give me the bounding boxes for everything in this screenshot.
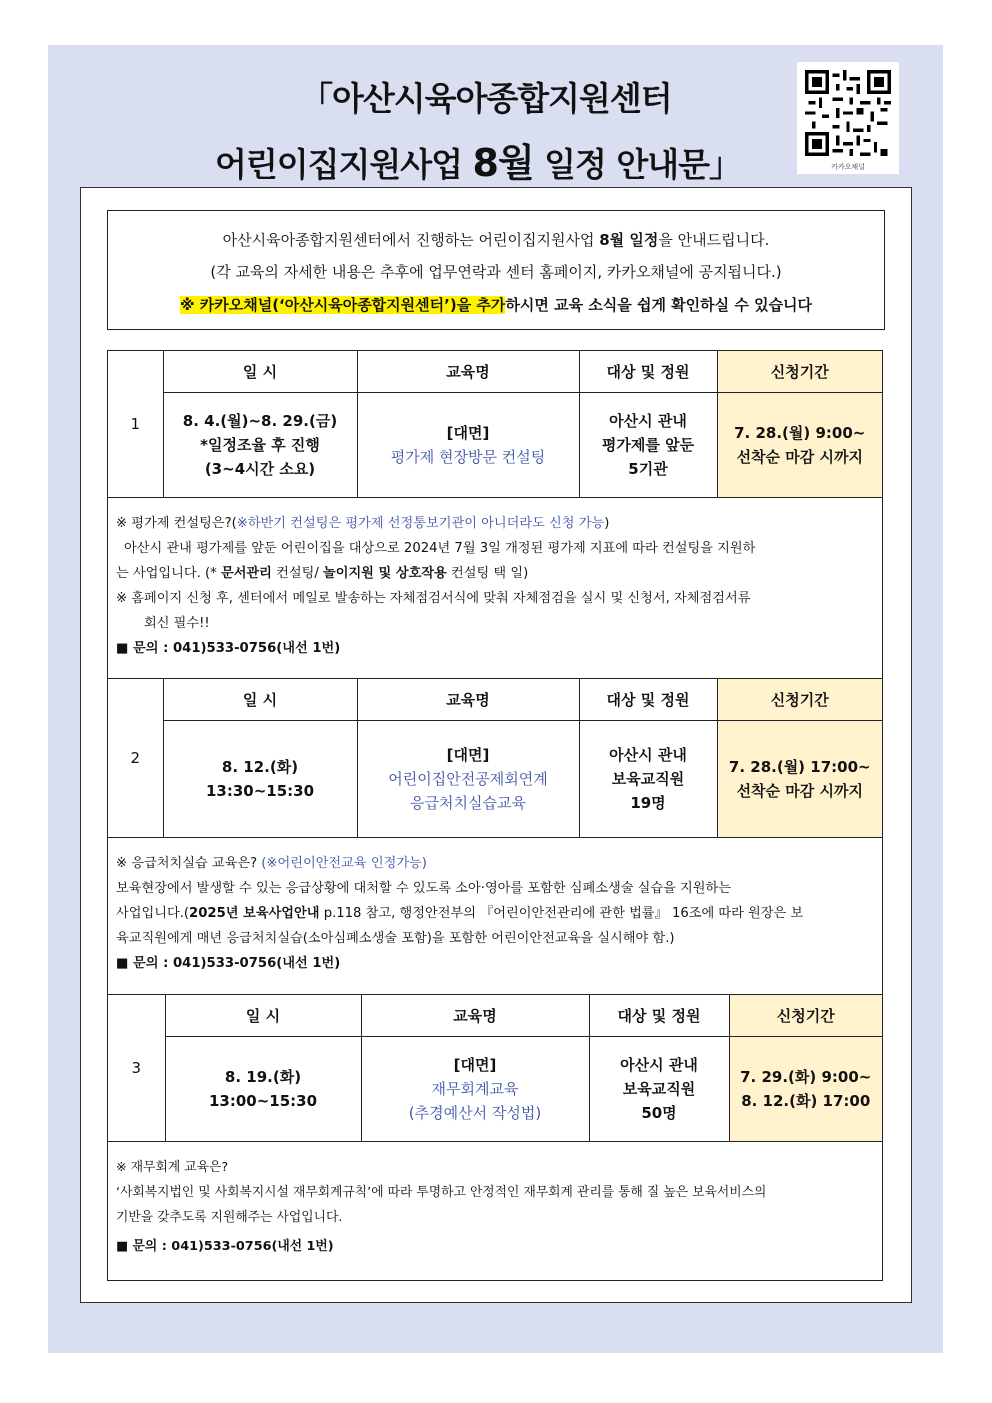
session-target <box>579 393 717 498</box>
apply-line: 선착순 마감 시까지 <box>736 448 863 466</box>
session-apply <box>717 393 882 498</box>
target-line: 보육교직원 <box>611 770 685 788</box>
target-line: 보육교직원 <box>622 1080 696 1098</box>
session-target <box>579 721 717 838</box>
title-part: 어린이집지원사업 <box>215 145 473 184</box>
col-date-header: 일 시 <box>163 679 357 721</box>
target-line: 50명 <box>641 1104 677 1122</box>
note-text: 는 사업입니다. (* <box>116 566 221 581</box>
session-1-table <box>108 351 882 498</box>
note-line: 육교직원에게 매년 응급처치실습(소아심폐소생술 포함)을 포함한 어린이안전교육을 실시해야 함.) <box>116 931 675 946</box>
session-number: 3 <box>108 995 165 1142</box>
session-2-table <box>108 679 882 838</box>
note-text: p.118 참고, 행정안전부의 『어린이안전관리에 관한 법률』 16조에 따라 원장은 보 <box>319 906 804 921</box>
note-bold: 2025년 보육사업안내 <box>189 906 320 921</box>
course-mode: [대면] <box>446 746 490 764</box>
apply-line: 8. 12.(화) 17:00 <box>741 1092 871 1110</box>
page-title-line2 <box>215 132 741 187</box>
note-line: 보육현장에서 발생할 수 있는 응급상황에 대처할 수 있도록 소아·영아를 포함한 심폐소생술 실습을 지원하는 <box>116 881 732 896</box>
date-line: *일정조율 후 진행 <box>200 436 320 454</box>
col-date-header: 일 시 <box>165 995 361 1037</box>
apply-line: 7. 28.(월) 17:00~ <box>728 758 871 776</box>
note-line <box>116 561 874 586</box>
contact-info: ■ 문의 : 041)533-0756(내선 1번) <box>116 956 341 971</box>
col-apply-header: 신청기간 <box>717 679 882 721</box>
session-apply <box>729 1037 882 1142</box>
course-name: 재무회계교육 <box>431 1080 519 1098</box>
session-2-notes <box>116 851 874 976</box>
col-target-header: 대상 및 정원 <box>589 995 729 1037</box>
note-line: 기반을 갖추도록 지원해주는 사업입니다. <box>116 1210 343 1225</box>
title-month: 8월 <box>472 141 534 185</box>
note-line: ※ 홈페이지 신청 후, 센터에서 메일로 발송하는 자체점검서식에 맞춰 자체점검을 실시 및 신청서, 자체점검서류 <box>116 591 751 606</box>
course-name: 평가제 현장방문 컨설팅 <box>390 448 546 466</box>
apply-line: 7. 28.(월) 9:00~ <box>734 424 866 442</box>
intro-line2: (각 교육의 자세한 내용은 추후에 업무연락과 센터 홈페이지, 카카오채널에 공지됩니다.) <box>210 263 782 281</box>
target-line: 5기관 <box>628 460 668 478</box>
note-text: 사업입니다.( <box>116 906 190 921</box>
session-number: 2 <box>108 679 163 838</box>
note-line <box>116 511 874 536</box>
qr-caption: 카카오채널 <box>831 163 865 171</box>
session-apply <box>717 721 882 838</box>
session-3-notes <box>116 1155 874 1259</box>
date-line: 13:30~15:30 <box>205 782 315 800</box>
col-name-header: 교육명 <box>361 995 589 1037</box>
note-text: ) <box>604 516 610 531</box>
target-line: 평가제를 앞둔 <box>601 436 695 454</box>
target-line: 아산시 관내 <box>609 412 687 430</box>
note-text: ※ 응급처치실습 교육은? <box>116 856 262 871</box>
note-line <box>116 851 874 876</box>
note-highlight: (※어린이안전교육 인정가능) <box>261 856 427 871</box>
session-course <box>361 1037 589 1142</box>
col-apply-header: 신청기간 <box>729 995 882 1037</box>
date-line: 8. 4.(월)~8. 29.(금) <box>182 412 338 430</box>
col-apply-header: 신청기간 <box>717 351 882 393</box>
note-line: ‘사회복지법인 및 사회복지시설 재무회계규칙’에 따라 투명하고 안정적인 재무회계 관리를 통해 질 높은 보육서비스의 <box>116 1185 767 1200</box>
note-highlight: ※하반기 컨설팅은 평가제 선정통보기관이 아니더라도 신청 가능 <box>236 516 605 531</box>
target-line: 아산시 관내 <box>609 746 687 764</box>
session-date <box>163 393 357 498</box>
intro-line3 <box>108 294 884 315</box>
note-line: 회신 필수!! <box>144 616 210 631</box>
session-1 <box>107 350 883 679</box>
contact-info: ■ 문의 : 041)533-0756(내선 1번) <box>116 641 341 656</box>
target-line: 19명 <box>630 794 666 812</box>
note-line: 아산시 관내 평가제를 앞둔 어린이집을 대상으로 2024년 7월 3일 개정된 평가제 지표에 따라 컨설팅을 지원하 <box>124 541 756 556</box>
course-name: (추경예산서 작성법) <box>408 1104 542 1122</box>
intro-emphasis: 8월 일정 <box>599 231 659 249</box>
session-course <box>357 721 579 838</box>
page-title-line1: 「아산시육아종합지원센터 <box>300 79 672 118</box>
date-line: 8. 12.(화) <box>221 758 299 776</box>
session-number: 1 <box>108 351 163 498</box>
title-part: 일정 안내문」 <box>533 145 742 184</box>
session-course <box>357 393 579 498</box>
col-date-header: 일 시 <box>163 351 357 393</box>
note-text: ※ 평가제 컨설팅은?( <box>116 516 237 531</box>
contact-info: ■ 문의 : 041)533-0756(내선 1번) <box>116 1239 334 1254</box>
session-2 <box>107 678 883 995</box>
date-line: 13:00~15:30 <box>208 1092 318 1110</box>
course-name: 응급처치실습교육 <box>410 794 526 812</box>
intro-text: 을 안내드립니다. <box>658 231 770 249</box>
apply-line: 7. 29.(화) 9:00~ <box>740 1068 872 1086</box>
col-target-header: 대상 및 정원 <box>579 351 717 393</box>
note-bold: 문서관리 <box>220 566 272 581</box>
note-line <box>116 901 874 926</box>
session-1-notes <box>116 511 874 661</box>
qr-code-icon <box>805 70 891 156</box>
date-line: (3~4시간 소요) <box>204 460 316 478</box>
course-name: 어린이집안전공제회연계 <box>388 770 548 788</box>
note-bold: 놀이지원 및 상호작용 <box>322 566 447 581</box>
kakao-qr-code[interactable] <box>797 62 899 174</box>
session-date <box>165 1037 361 1142</box>
note-text: 컨설팅/ <box>271 566 323 581</box>
intro-box <box>107 210 885 330</box>
session-target <box>589 1037 729 1142</box>
col-target-header: 대상 및 정원 <box>579 679 717 721</box>
intro-text: 하시면 교육 소식을 쉽게 확인하실 수 있습니다 <box>505 296 813 314</box>
kakao-highlight: ※ 카카오채널(‘아산시육아종합지원센터’)을 추가 <box>179 296 506 314</box>
target-line: 아산시 관내 <box>620 1056 698 1074</box>
session-date <box>163 721 357 838</box>
course-mode: [대면] <box>453 1056 497 1074</box>
session-3-table <box>108 995 882 1142</box>
intro-line1 <box>108 229 884 250</box>
date-line: 8. 19.(화) <box>224 1068 302 1086</box>
note-line: ※ 재무회계 교육은? <box>116 1160 229 1175</box>
note-text: 컨설팅 택 일) <box>446 566 529 581</box>
course-mode: [대면] <box>446 424 490 442</box>
apply-line: 선착순 마감 시까지 <box>736 782 863 800</box>
session-3 <box>107 994 883 1281</box>
col-name-header: 교육명 <box>357 351 579 393</box>
intro-text: 아산시육아종합지원센터에서 진행하는 어린이집지원사업 <box>222 231 600 249</box>
col-name-header: 교육명 <box>357 679 579 721</box>
